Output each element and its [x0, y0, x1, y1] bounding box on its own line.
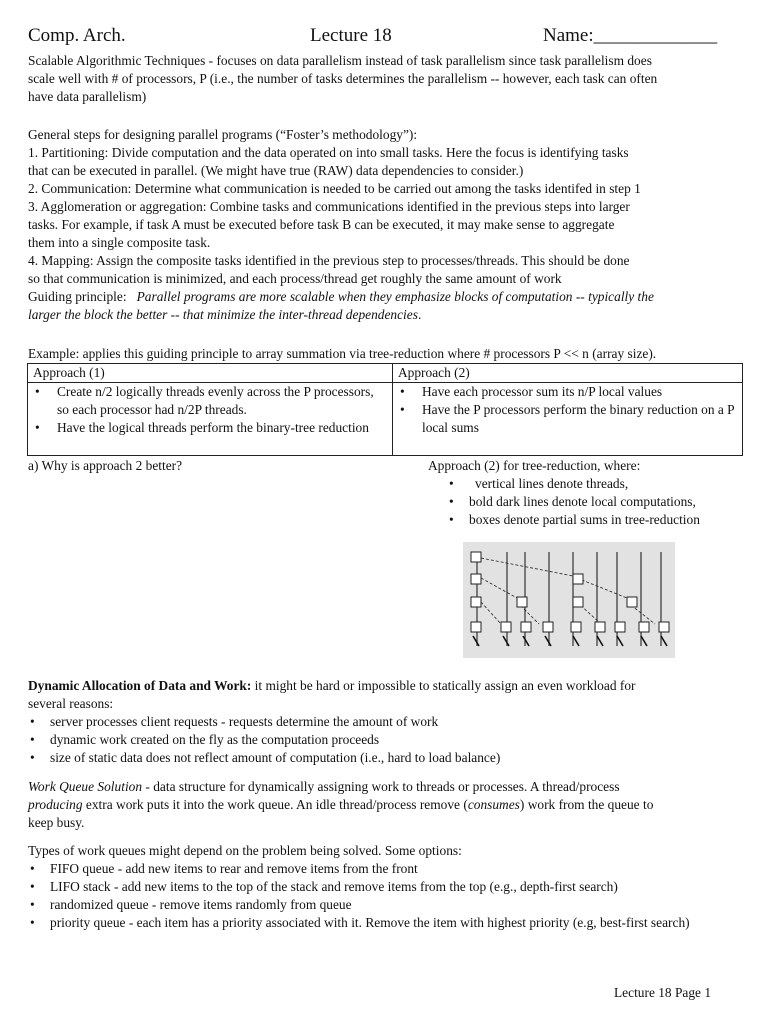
guiding-principle-line	[28, 306, 740, 324]
producing-term: producing	[28, 797, 83, 812]
partial-sum-box	[501, 622, 511, 632]
foster-line: tasks. For example, if task A must be executed before task B can be executed, it may make sense to aggregate	[28, 217, 615, 232]
dynamic-allocation-text: several reasons:	[28, 696, 114, 711]
foster-line: so that communication is minimized, and each process/thread get roughly the same amount of work	[28, 271, 562, 286]
approach-1-item: • Create n/2 logically threads evenly across the P processors, so each processor had n/2P threads.	[33, 383, 387, 419]
approach-1-item: • Have the logical threads perform the binary-tree reduction	[33, 419, 387, 437]
course-title: Comp. Arch.	[28, 25, 126, 46]
work-queue-paragraph: Work Queue Solution - data structure for dynamically assigning work to threads or processes. A thread/process producing extra work puts it into the work queue. An idle thread/process remove (consumes) work from the queue to keep busy.	[28, 779, 654, 830]
foster-line: that can be executed in parallel. (We might have true (RAW) data dependencies to consider.)	[28, 163, 524, 178]
queue-type-item: • LIFO stack - add new items to the top of the stack and remove items from the top (e.g., depth-first search)	[28, 878, 728, 896]
queue-types-list	[28, 860, 728, 932]
page-footer: Lecture 18 Page 1	[614, 985, 712, 1000]
approach-2-item: • Have each processor sum its n/P local values	[398, 383, 737, 401]
dynamic-reason-item: • dynamic work created on the fly as the computation proceeds	[28, 731, 740, 749]
dynamic-reason-item: • size of static data does not reflect amount of computation (i.e., hard to load balance)	[28, 749, 740, 767]
partial-sum-box	[471, 597, 481, 607]
queue-types-section	[28, 842, 740, 932]
consumes-term: consumes	[467, 797, 520, 812]
foster-line: 3. Agglomeration or aggregation: Combine tasks and communications identified in the previous steps into larger	[28, 199, 630, 214]
foster-line: them into a single composite task.	[28, 235, 211, 250]
intro-line: scale well with # of processors, P (i.e., the number of tasks determines the parallelism -- however, each task can often	[28, 71, 658, 86]
intro-line: have data parallelism)	[28, 89, 147, 104]
guiding-principle-text: larger the block the better -- that minimize the inter-thread dependencies	[28, 307, 418, 322]
foster-steps	[28, 126, 740, 324]
figure-caption: Approach (2) for tree-reduction, where:	[428, 458, 641, 473]
approach-2-cell	[393, 383, 743, 456]
approach-2-item: • Have the P processors perform the binary reduction on a P local sums	[398, 401, 737, 437]
approach-table	[27, 363, 743, 456]
queue-type-item: • priority queue - each item has a priority associated with it. Remove the item with highest priority (e.g, best-first search)	[28, 914, 728, 932]
work-queue-term: Work Queue Solution	[28, 779, 143, 794]
approach-1-cell	[28, 383, 393, 456]
dynamic-allocation-heading: Dynamic Allocation of Data and Work:	[28, 678, 252, 693]
partial-sum-box	[659, 622, 669, 632]
name-field-label: Name:_____________	[543, 25, 718, 46]
partial-sum-box	[615, 622, 625, 632]
tree-reduction-figure	[463, 542, 675, 658]
dynamic-allocation-section	[28, 677, 740, 767]
intro-paragraph	[28, 52, 740, 106]
guiding-principle-line	[28, 288, 740, 306]
dynamic-reasons-list	[28, 713, 740, 767]
partial-sum-box	[471, 574, 481, 584]
guiding-principle-label: Guiding principle:	[28, 289, 127, 304]
figure-legend-item: • bold dark lines denote local computations,	[447, 493, 700, 511]
lecture-title: Lecture 18	[310, 25, 392, 46]
tree-reduction-diagram	[463, 542, 675, 658]
foster-line: 1. Partitioning: Divide computation and the data operated on into small tasks. Here the focus is identifying tasks	[28, 145, 629, 160]
figure-legend	[447, 475, 700, 529]
example-intro: Example: applies this guiding principle to array summation via tree-reduction where # processors P << n (array size).	[28, 346, 657, 361]
approach-2-header: Approach (2)	[393, 364, 743, 383]
queue-type-item: • randomized queue - remove items randomly from queue	[28, 896, 728, 914]
intro-line: Scalable Algorithmic Techniques - focuses on data parallelism instead of task parallelism since task parallelism does	[28, 53, 652, 68]
partial-sum-box	[573, 597, 583, 607]
approach-1-header: Approach (1)	[28, 364, 393, 383]
foster-line: 4. Mapping: Assign the composite tasks identified in the previous step to processes/threads. This should be done	[28, 253, 630, 268]
figure-legend-item: • vertical lines denote threads,	[447, 475, 700, 493]
dynamic-allocation-text: it might be hard or impossible to statically assign an even workload for	[251, 678, 636, 693]
partial-sum-box	[471, 552, 481, 562]
guiding-principle-period: .	[417, 307, 422, 322]
queue-types-intro: Types of work queues might depend on the problem being solved. Some options:	[28, 843, 462, 858]
queue-type-item: • FIFO queue - add new items to rear and remove items from the front	[28, 860, 728, 878]
partial-sum-box	[571, 622, 581, 632]
partial-sum-box	[471, 622, 481, 632]
partial-sum-box	[573, 574, 583, 584]
figure-legend-item: • boxes denote partial sums in tree-reduction	[447, 511, 700, 529]
partial-sum-box	[639, 622, 649, 632]
partial-sum-box	[521, 622, 531, 632]
dynamic-reason-item: • server processes client requests - requests determine the amount of work	[28, 713, 740, 731]
partial-sum-box	[543, 622, 553, 632]
foster-line: 2. Communication: Determine what communication is needed to be carried out among the tasks identifed in step 1	[28, 181, 641, 196]
partial-sum-box	[595, 622, 605, 632]
foster-line: General steps for designing parallel programs (“Foster’s methodology”):	[28, 127, 418, 142]
guiding-principle-text: Parallel programs are more scalable when they emphasize blocks of computation -- typically the	[136, 289, 654, 304]
partial-sum-box	[517, 597, 527, 607]
question-a: a) Why is approach 2 better?	[28, 458, 183, 473]
dynamic-allocation-line	[28, 677, 740, 695]
partial-sum-box	[627, 597, 637, 607]
